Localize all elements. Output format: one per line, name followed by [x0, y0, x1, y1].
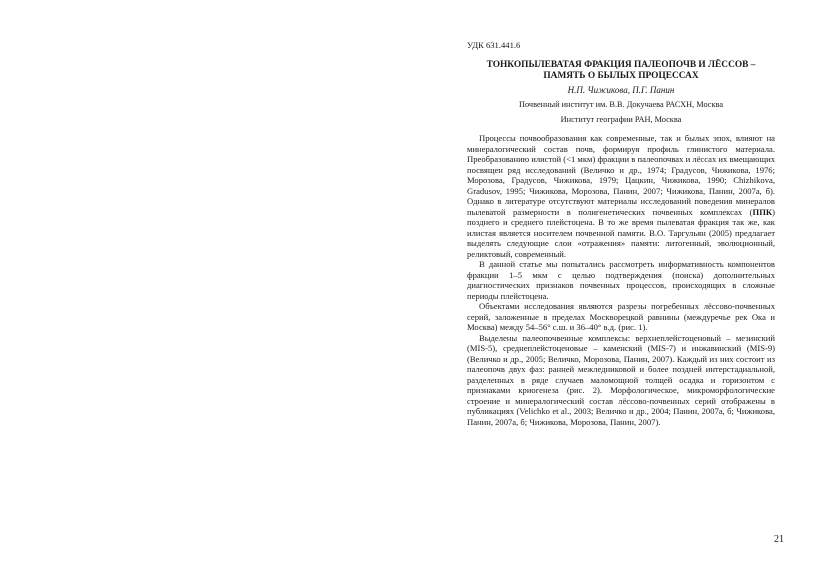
body-paragraph-1 — [467, 133, 775, 259]
body-paragraph-2: В данной статье мы попытались рассмотреть информативность компонентов фракции 1–5 мкм с целью подтверждения (поиска) дополнительных диагностических признаков почвенных процессов, происходящих в сложные периоды плейстоцена. — [467, 259, 775, 301]
article-title-line-2: ПАМЯТЬ О БЫЛЫХ ПРОЦЕССАХ — [543, 71, 699, 81]
article-title — [467, 60, 775, 82]
ppk-abbreviation: ППК — [752, 206, 773, 217]
article-title-line-1: ТОНКОПЫЛЕВАТАЯ ФРАКЦИЯ ПАЛЕОПОЧВ И ЛЁССОВ – — [486, 60, 756, 70]
body-paragraph-1-text-a: Процессы почвообразования как современные, так и былых эпох, влияют на минералогический состав почв, формируя профиль глинистого материала. Преобразованию илистой (<1 мкм) фракции в палеопочвах и лёссах их вмещающих посвящен ряд исследований (Величко и др., 1974; Градусов, Чижикова, 1976; Морозова, Градусов, Чижикова, 1979; Цацкин, Чижикова, 1990; Chizhikova, Gradusov, 1995; Чижикова, Морозова, Панин, 2007; Чижикова, Панин, 2007а, б). Однако в литературе отсутствуют материалы исследований поведения минералов пылеватой размерности в полигенетических почвенных комплексах ( — [467, 133, 775, 217]
page-number: 21 — [774, 534, 784, 545]
affiliation-2: Институт географии РАН, Москва — [560, 115, 682, 124]
body-paragraph-4: Выделены палеопочвенные комплексы: верхнеплейстоценовый – мезинский (MIS-5), среднеплейстоценовые – каменский (MIS-7) и инжавинский (MIS-9) (Величко и др., 2005; Величко, Морозова, Панин, 2007). Каждый из них состоит из палеопочв двух фаз: ранней межледниковой и более поздней интерстадиальной, разделенных в ряде случаев маломощной толщей осадка и горизонтом с признаками криогенеза (рис. 2). Морфологическое, микроморфологические строение и минералогический состав лёссово-почвенных серий отображены в публикациях (Velichko et al., 2003; Величко и др., 2004; Панин, 2007а, б; Чижикова, Панин, 2007а, б; Чижикова, Морозова, Панин, 2007). — [467, 332, 775, 427]
body-paragraph-3: Объектами исследования являются разрезы погребенных лёссово-почвенных серий, заложенные в пределах Москворецкой равнины (междуречье рек Ока и Москва) между 54–56° с.ш. и 36–40° в.д. (рис. 1). — [467, 301, 775, 332]
udk-code: УДК 631.441.6 — [467, 40, 521, 50]
affiliation-1: Почвенный институт им. В.В. Докучаева РАСХН, Москва — [518, 100, 724, 109]
body-paragraph-1-text-b: ) позднего и среднего плейстоцена. В то же время пылеватая фракция так же, как илистая является носителем почвенной памяти. В.О. Таргульян (2005) предлагает выделять следующие слои «отражения» памяти: литогенный, эволюционный, реликтовый, современный. — [467, 206, 775, 259]
article-body — [467, 40, 775, 427]
article-authors: Н.П. Чижикова, П.Г. Панин — [567, 85, 675, 95]
